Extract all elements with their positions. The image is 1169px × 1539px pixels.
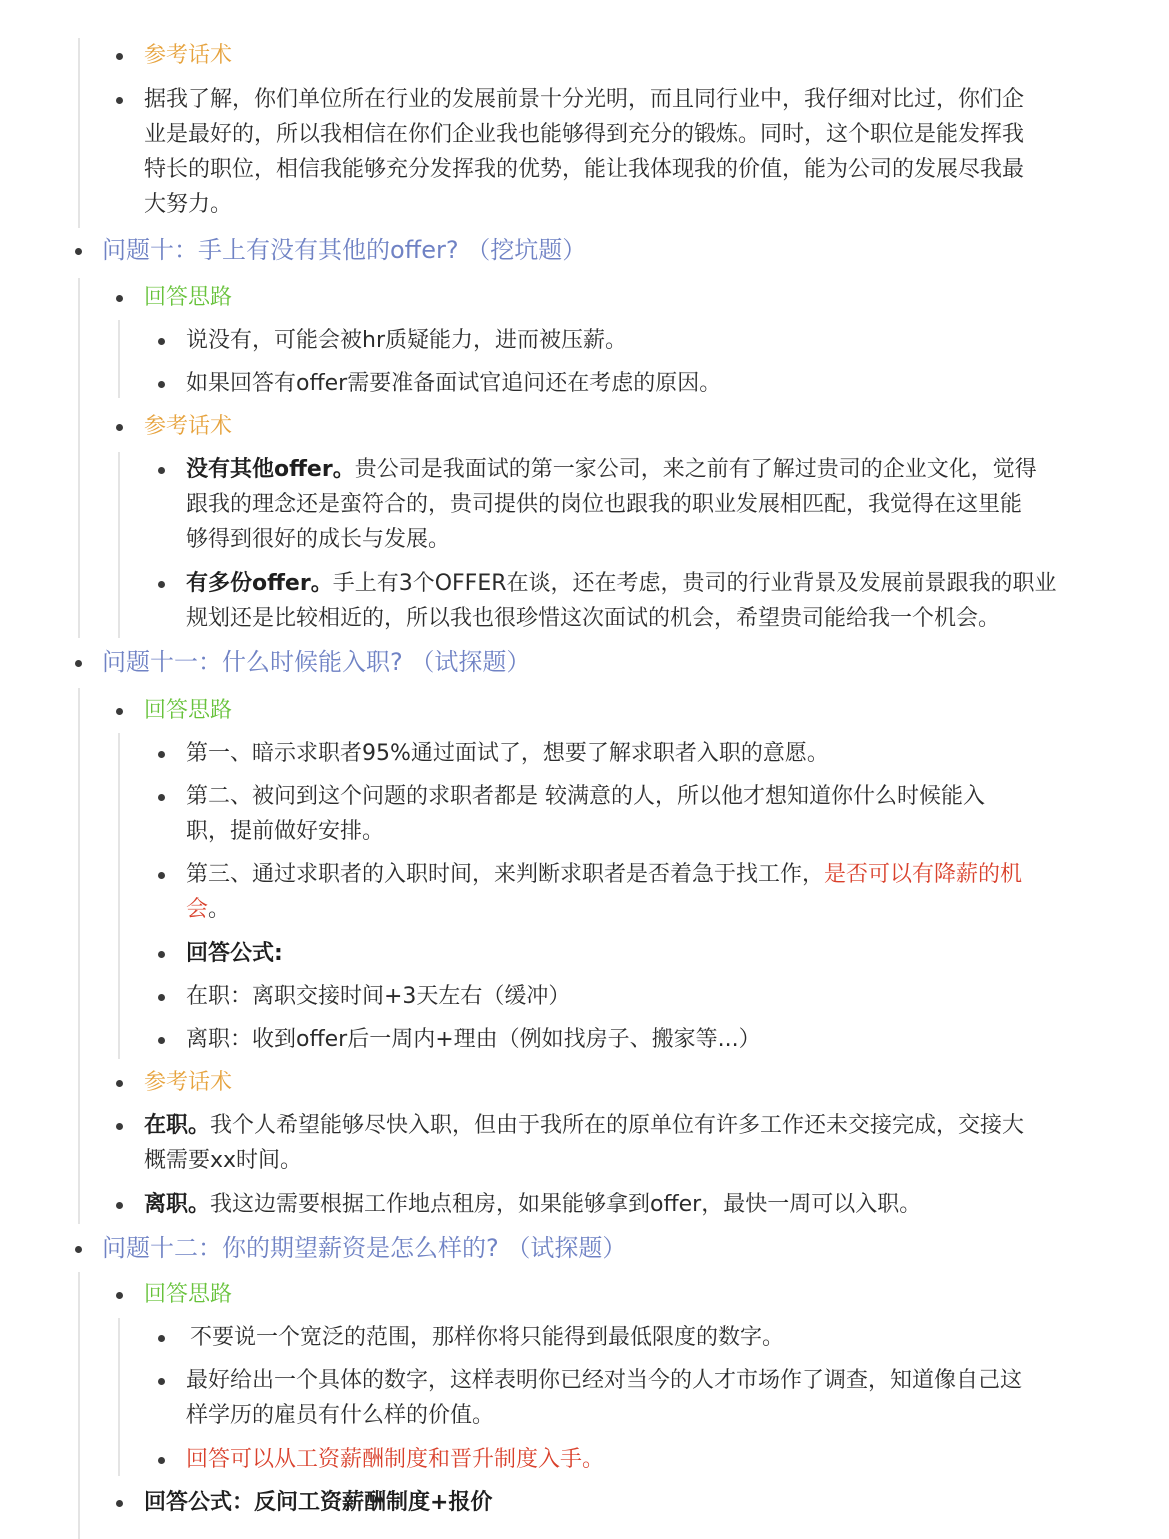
question-12-title: 问题十二：你的期望薪资是怎么样的? （试探题） bbox=[102, 1234, 627, 1262]
bullet bbox=[158, 581, 165, 588]
ref-script-label: 参考话术 bbox=[144, 1070, 233, 1095]
bullet bbox=[158, 1457, 165, 1464]
answer-idea-label: 回答思路 bbox=[144, 1282, 233, 1307]
bullet bbox=[75, 660, 82, 667]
highlight-text: 会 bbox=[186, 897, 209, 922]
bullet bbox=[158, 381, 165, 388]
list-item: 最好给出一个具体的数字，这样表明你已经对当今的人才市场作了调查，知道像自己这 bbox=[186, 1368, 1023, 1393]
bullet bbox=[158, 794, 165, 801]
bullet bbox=[116, 1500, 123, 1507]
paragraph-line: 业是最好的，所以我相信在你们企业我也能够得到充分的锻炼。同时，这个职位是能发挥我 bbox=[144, 122, 1025, 147]
answer-idea-label: 回答思路 bbox=[144, 285, 233, 310]
paragraph-line bbox=[186, 892, 230, 928]
bold-lead: 在职。 bbox=[144, 1113, 211, 1138]
bold-lead: 离职。 bbox=[144, 1192, 211, 1217]
bullet bbox=[116, 1202, 123, 1209]
paragraph-line: 样学历的雇员有什么样的价值。 bbox=[186, 1403, 495, 1428]
list-item bbox=[186, 857, 1022, 893]
list-item bbox=[186, 566, 1057, 602]
ref-script-label: 参考话术 bbox=[144, 43, 233, 68]
indent-guide bbox=[118, 452, 120, 638]
list-item: 第二、被问到这个问题的求职者都是 较满意的人，所以他才想知道你什么时候能入 bbox=[186, 784, 985, 809]
bullet bbox=[158, 338, 165, 345]
paragraph-line: 够得到很好的成长与发展。 bbox=[186, 527, 451, 552]
list-item bbox=[186, 452, 1037, 488]
bullet bbox=[158, 467, 165, 474]
bold-lead: 有多份offer。 bbox=[186, 571, 333, 596]
bullet bbox=[75, 1246, 82, 1253]
paragraph-line: 特长的职位，相信我能够充分发挥我的优势，能让我体现我的价值，能为公司的发展尽我最 bbox=[144, 157, 1025, 182]
question-10-title: 问题十：手上有没有其他的offer? （挖坑题） bbox=[102, 236, 587, 264]
paragraph-text: 贵公司是我面试的第一家公司，来之前有了解过贵司的企业文化，觉得 bbox=[354, 457, 1037, 482]
list-item bbox=[144, 1108, 1024, 1144]
indent-guide bbox=[78, 1272, 80, 1539]
indent-guide bbox=[118, 320, 120, 398]
list-item: 回答可以从工资薪酬制度和晋升制度入手。 bbox=[186, 1447, 605, 1472]
bullet bbox=[158, 1335, 165, 1342]
bullet bbox=[116, 424, 123, 431]
list-item: 说没有，可能会被hr质疑能力，进而被压薪。 bbox=[186, 328, 627, 353]
bullet bbox=[116, 708, 123, 715]
paragraph-text: 我这边需要根据工作地点租房，如果能够拿到offer，最快一周可以入职。 bbox=[210, 1192, 922, 1217]
highlight-text: 是否可以有降薪的机 bbox=[824, 862, 1023, 887]
indent-guide bbox=[78, 688, 80, 1224]
paragraph-text: 我个人希望能够尽快入职，但由于我所在的原单位有许多工作还未交接完成，交接大 bbox=[210, 1113, 1025, 1138]
bullet bbox=[116, 1292, 123, 1299]
list-item bbox=[144, 1187, 921, 1223]
formula-label: 回答公式：反问工资薪酬制度+报价 bbox=[144, 1490, 493, 1515]
bold-lead: 没有其他offer。 bbox=[186, 457, 355, 482]
bullet bbox=[158, 751, 165, 758]
bullet bbox=[116, 1080, 123, 1087]
paragraph-text: 。 bbox=[208, 897, 231, 922]
list-item: 不要说一个宽泛的范围，那样你将只能得到最低限度的数字。 bbox=[190, 1325, 785, 1350]
bullet bbox=[158, 1037, 165, 1044]
question-11-title: 问题十一：什么时候能入职? （试探题） bbox=[102, 648, 531, 676]
list-item: 第一、暗示求职者95%通过面试了，想要了解求职者入职的意愿。 bbox=[186, 741, 829, 766]
paragraph-line: 规划还是比较相近的，所以我也很珍惜这次面试的机会，希望贵司能给我一个机会。 bbox=[186, 606, 1001, 631]
ref-script-label: 参考话术 bbox=[144, 414, 233, 439]
paragraph-line: 据我了解，你们单位所在行业的发展前景十分光明，而且同行业中，我仔细对比过，你们企 bbox=[144, 87, 1025, 112]
bullet bbox=[158, 1378, 165, 1385]
bullet bbox=[158, 994, 165, 1001]
indent-guide bbox=[78, 278, 80, 638]
list-item: 在职：离职交接时间+3天左右（缓冲） bbox=[186, 984, 571, 1009]
bullet bbox=[116, 295, 123, 302]
paragraph-text: 第三、通过求职者的入职时间，来判断求职者是否着急于找工作， bbox=[186, 862, 825, 887]
paragraph-line: 跟我的理念还是蛮符合的，贵司提供的岗位也跟我的职业发展相匹配，我觉得在这里能 bbox=[186, 492, 1023, 517]
paragraph-line: 概需要xx时间。 bbox=[144, 1148, 303, 1173]
paragraph-line: 大努力。 bbox=[144, 192, 233, 217]
indent-guide bbox=[78, 38, 80, 228]
bullet bbox=[158, 951, 165, 958]
bullet bbox=[116, 53, 123, 60]
answer-idea-label: 回答思路 bbox=[144, 698, 233, 723]
bullet bbox=[75, 248, 82, 255]
list-item: 离职：收到offer后一周内+理由（例如找房子、搬家等...） bbox=[186, 1027, 761, 1052]
bullet bbox=[116, 97, 123, 104]
paragraph-text: 手上有3个OFFER在谈，还在考虑，贵司的行业背景及发展前景跟我的职业 bbox=[332, 571, 1057, 596]
paragraph-line: 职，提前做好安排。 bbox=[186, 819, 385, 844]
indent-guide bbox=[118, 733, 120, 1059]
bullet bbox=[116, 1123, 123, 1130]
list-item: 如果回答有offer需要准备面试官追问还在考虑的原因。 bbox=[186, 371, 722, 396]
formula-label: 回答公式: bbox=[186, 941, 283, 966]
bullet bbox=[158, 872, 165, 879]
indent-guide bbox=[118, 1318, 120, 1476]
